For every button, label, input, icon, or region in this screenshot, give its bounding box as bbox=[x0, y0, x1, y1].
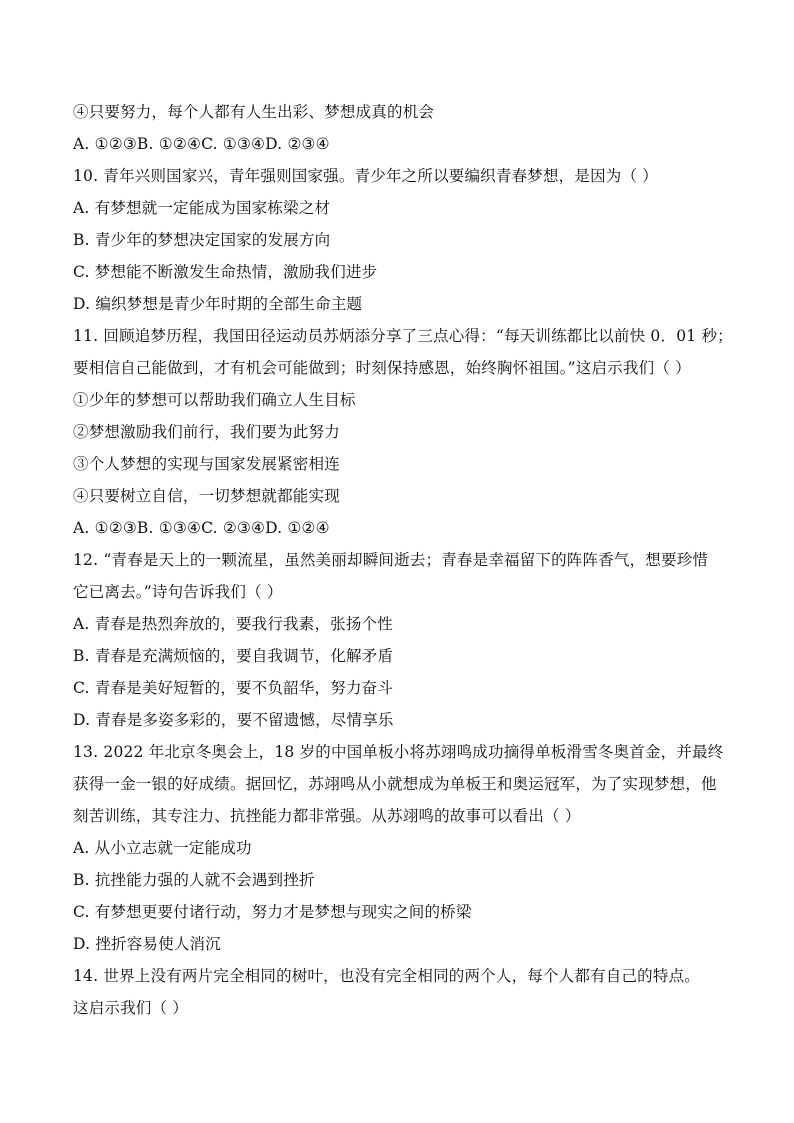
q11-statement-4: ④只要树立自信，一切梦想就都能实现 bbox=[73, 487, 340, 505]
q12-option-b: B. 青春是充满烦恼的，要自我调节，化解矛盾 bbox=[73, 647, 394, 665]
q14-stem-line-2: 这启示我们（ ） bbox=[73, 999, 189, 1017]
q11-statement-1: ①少年的梦想可以帮助我们确立人生目标 bbox=[73, 391, 356, 409]
q12-option-d: D. 青春是多姿多彩的，要不留遗憾，尽情享乐 bbox=[73, 711, 394, 729]
q13-option-a: A. 从小立志就一定能成功 bbox=[73, 839, 252, 857]
q13-stem-line-1: 13. 2022 年北京冬奥会上，18 岁的中国单板小将苏翊鸣成功摘得单板滑雪冬奥首金，并最终 bbox=[73, 743, 724, 761]
q9-options: A. ①②③B. ①②④C. ①③④D. ②③④ bbox=[73, 135, 330, 153]
q10-option-d: D. 编织梦想是青少年时期的全部生命主题 bbox=[73, 295, 363, 313]
q10-stem: 10. 青年兴则国家兴，青年强则国家强。青少年之所以要编织青春梦想，是因为（ ） bbox=[73, 167, 659, 185]
q11-statement-3: ③个人梦想的实现与国家发展紧密相连 bbox=[73, 455, 340, 473]
q11-stem-line-1: 11. 回顾追梦历程，我国田径运动员苏炳添分享了三点心得：“每天训练都比以前快 0．01 秒； bbox=[73, 327, 733, 345]
q10-option-a: A. 有梦想就一定能成为国家栋梁之材 bbox=[73, 199, 331, 217]
q12-option-a: A. 青春是热烈奔放的，要我行我素，张扬个性 bbox=[73, 615, 393, 633]
q13-option-d: D. 挫折容易使人消沉 bbox=[73, 935, 221, 953]
q10-option-b: B. 青少年的梦想决定国家的发展方向 bbox=[73, 231, 331, 249]
q9-statement-4: ④只要努力，每个人都有人生出彩、梦想成真的机会 bbox=[73, 103, 435, 121]
q13-stem-line-2: 获得一金一银的好成绩。据回忆，苏翊鸣从小就想成为单板王和奥运冠军，为了实现梦想，他 bbox=[73, 775, 717, 793]
q13-stem-line-3: 刻苦训练，其专注力、抗挫能力都非常强。从苏翊鸣的故事可以看出（ ） bbox=[73, 807, 581, 825]
q13-option-b: B. 抗挫能力强的人就不会遇到挫折 bbox=[73, 871, 315, 889]
q12-stem-line-2: 它已离去。”诗句告诉我们（ ） bbox=[73, 583, 283, 601]
q12-option-c: C. 青春是美好短暂的，要不负韶华，努力奋斗 bbox=[73, 679, 394, 697]
q14-stem-line-1: 14. 世界上没有两片完全相同的树叶，也没有完全相同的两个人，每个人都有自己的特点。 bbox=[73, 967, 700, 985]
q11-statement-2: ②梦想激励我们前行，我们要为此努力 bbox=[73, 423, 340, 441]
q10-option-c: C. 梦想能不断激发生命热情，激励我们进步 bbox=[73, 263, 378, 281]
q11-stem-line-2: 要相信自己能做到，才有机会可能做到；时刻保持感恩，始终胸怀祖国。”这启示我们（ ） bbox=[73, 359, 691, 377]
q13-option-c: C. 有梦想更要付诸行动，努力才是梦想与现实之间的桥梁 bbox=[73, 903, 472, 921]
q11-options: A. ①②③B. ①③④C. ②③④D. ①②④ bbox=[73, 519, 330, 537]
q12-stem-line-1: 12. “青春是天上的一颗流星，虽然美丽却瞬间逝去；青春是幸福留下的阵阵香气，想要珍惜 bbox=[73, 551, 709, 569]
